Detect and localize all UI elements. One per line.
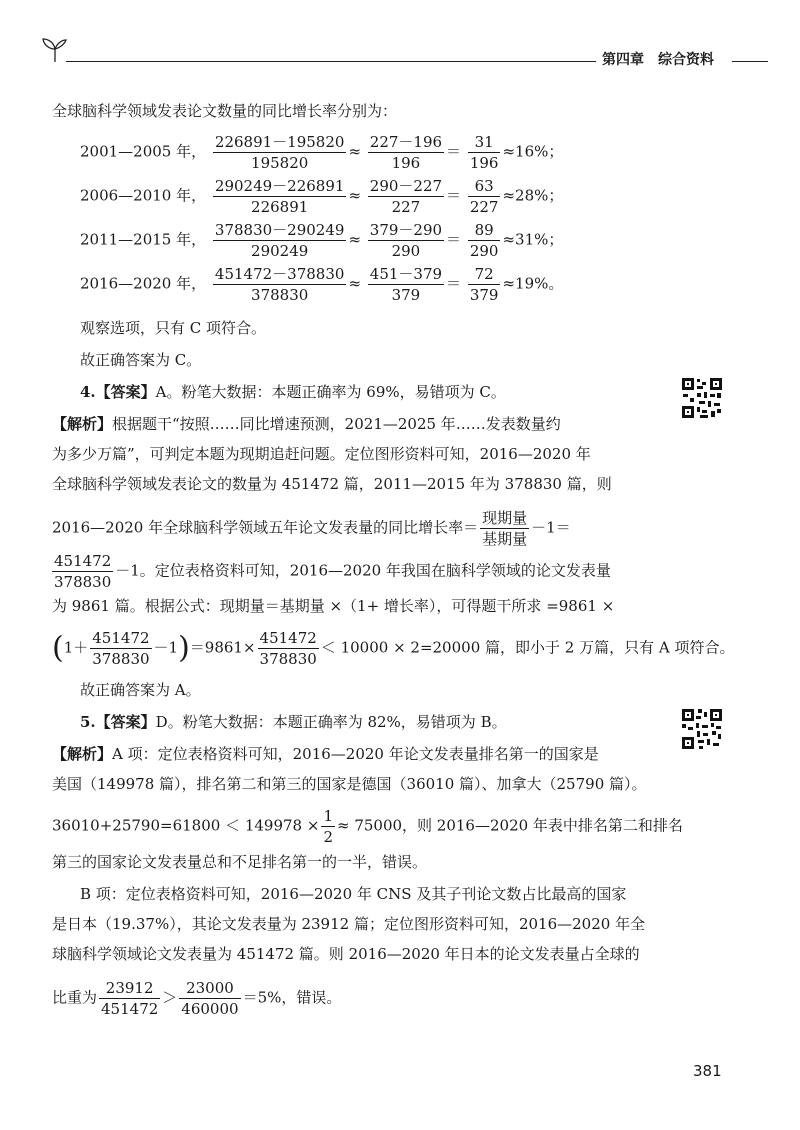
header-rule-left bbox=[66, 61, 621, 62]
growth-row-2001: 2001—2005 年， $\frac{226891-195820}{195820}$ ≈ $\frac{227-196}{196}$ ＝ $\frac{31}{196}$ ≈16%； bbox=[80, 133, 564, 172]
q5-option-b-line1: B 项：定位表格资料可知，2016—2020 年 CNS 及其子刊论文数占比最高的国家 bbox=[80, 885, 627, 903]
qr-code-icon[interactable] bbox=[680, 376, 724, 420]
q4-analysis-line3: 全球脑科学领域发表论文的数量为 451472 篇，2011—2015 年为 378830 篇，则 bbox=[52, 475, 612, 493]
q5-analysis-line3: 36010+25790=61800 ＜ 149978 × $\frac{1}{2}$ ≈ 75000，则 2016—2020 年表中排名第二和排名 bbox=[52, 807, 683, 846]
page-header bbox=[38, 36, 768, 72]
q5-analysis-line4: 第三的国家论文发表量总和不足排名第一的一半，错误。 bbox=[52, 853, 428, 871]
q4-analysis-line2: 为多少万篇”，可判定本题为现期追赶问题。定位图形资料可知，2016—2020 年 bbox=[52, 445, 591, 463]
q5-option-b-line2: 是日本（19.37%），其论文发表量为 23912 篇；定位图形资料可知，2016—2020 年全 bbox=[52, 915, 646, 933]
q4-analysis-line7: (1＋ $\frac{451472}{378830}$ －1)＝9861× $\frac{451472}{378830}$ ＜ 10000 × 2=20000 篇，即小于 2 万篇，只有 A 项符合。 bbox=[52, 629, 735, 668]
header-rule-right bbox=[732, 61, 768, 62]
growth-row-2016: 2016—2020 年， $\frac{451472-378830}{378830}$ ≈ $\frac{451-379}{379}$ ＝ $\frac{72}{379}$ ≈19%。 bbox=[80, 265, 564, 304]
q4-analysis-line5: $\frac{451472}{378830}$ －1。定位表格资料可知，2016—2020 年我国在脑科学领域的论文发表量 bbox=[54, 552, 611, 591]
intro-line: 全球脑科学领域发表论文数量的同比增长率分别为： bbox=[52, 102, 398, 120]
q5-analysis-line1: 【解析】A 项：定位表格资料可知，2016—2020 年论文发表量排名第一的国家是 bbox=[52, 745, 599, 763]
chapter-title: 第四章 综合资料 bbox=[596, 49, 734, 69]
growth-row-2011: 2011—2015 年， $\frac{378830-290249}{290249}$ ≈ $\frac{379-290}{290}$ ＝ $\frac{89}{290}$ ≈31%； bbox=[80, 221, 564, 260]
observation-line: 观察选项，只有 C 项符合。 bbox=[80, 319, 267, 337]
q5-option-b-line3: 球脑科学领域论文发表量为 451472 篇。则 2016—2020 年日本的论文发表量占全球的 bbox=[52, 945, 640, 963]
growth-row-2006: 2006—2010 年， $\frac{290249-226891}{226891}$ ≈ $\frac{290-227}{227}$ ＝ $\frac{63}{227}$ ≈28%； bbox=[80, 177, 564, 216]
q5-analysis-line2: 美国（149978 篇），排名第二和第三的国家是德国（36010 篇）、加拿大（25790 篇）。 bbox=[52, 775, 647, 793]
page-number: 381 bbox=[693, 1062, 722, 1080]
q4-analysis-line4: 2016—2020 年全球脑科学领域五年论文发表量的同比增长率＝ $\frac{\text{现期量}}{\text{基期量}}$ －1＝ bbox=[52, 509, 571, 548]
answer-line-q3: 故正确答案为 C。 bbox=[80, 351, 202, 369]
qr-code-icon[interactable] bbox=[680, 707, 724, 751]
q5-option-b-line4: 比重为 $\frac{23912}{451472}$ ＞ $\frac{23000}{460000}$ ＝5%，错误。 bbox=[52, 979, 342, 1018]
answer-line-q4: 故正确答案为 A。 bbox=[80, 681, 201, 699]
q4-answer: 4.【答案】A。粉笔大数据：本题正确率为 69%，易错项为 C。 bbox=[80, 383, 506, 401]
q5-answer: 5.【答案】D。粉笔大数据：本题正确率为 82%，易错项为 B。 bbox=[80, 713, 507, 731]
q4-analysis-line6: 为 9861 篇。根据公式：现期量＝基期量 ×（1+ 增长率），可得题干所求 =9861 × bbox=[52, 597, 615, 615]
q4-analysis-line1: 【解析】根据题干“按照……同比增速预测，2021—2025 年……发表数量约 bbox=[52, 415, 561, 433]
